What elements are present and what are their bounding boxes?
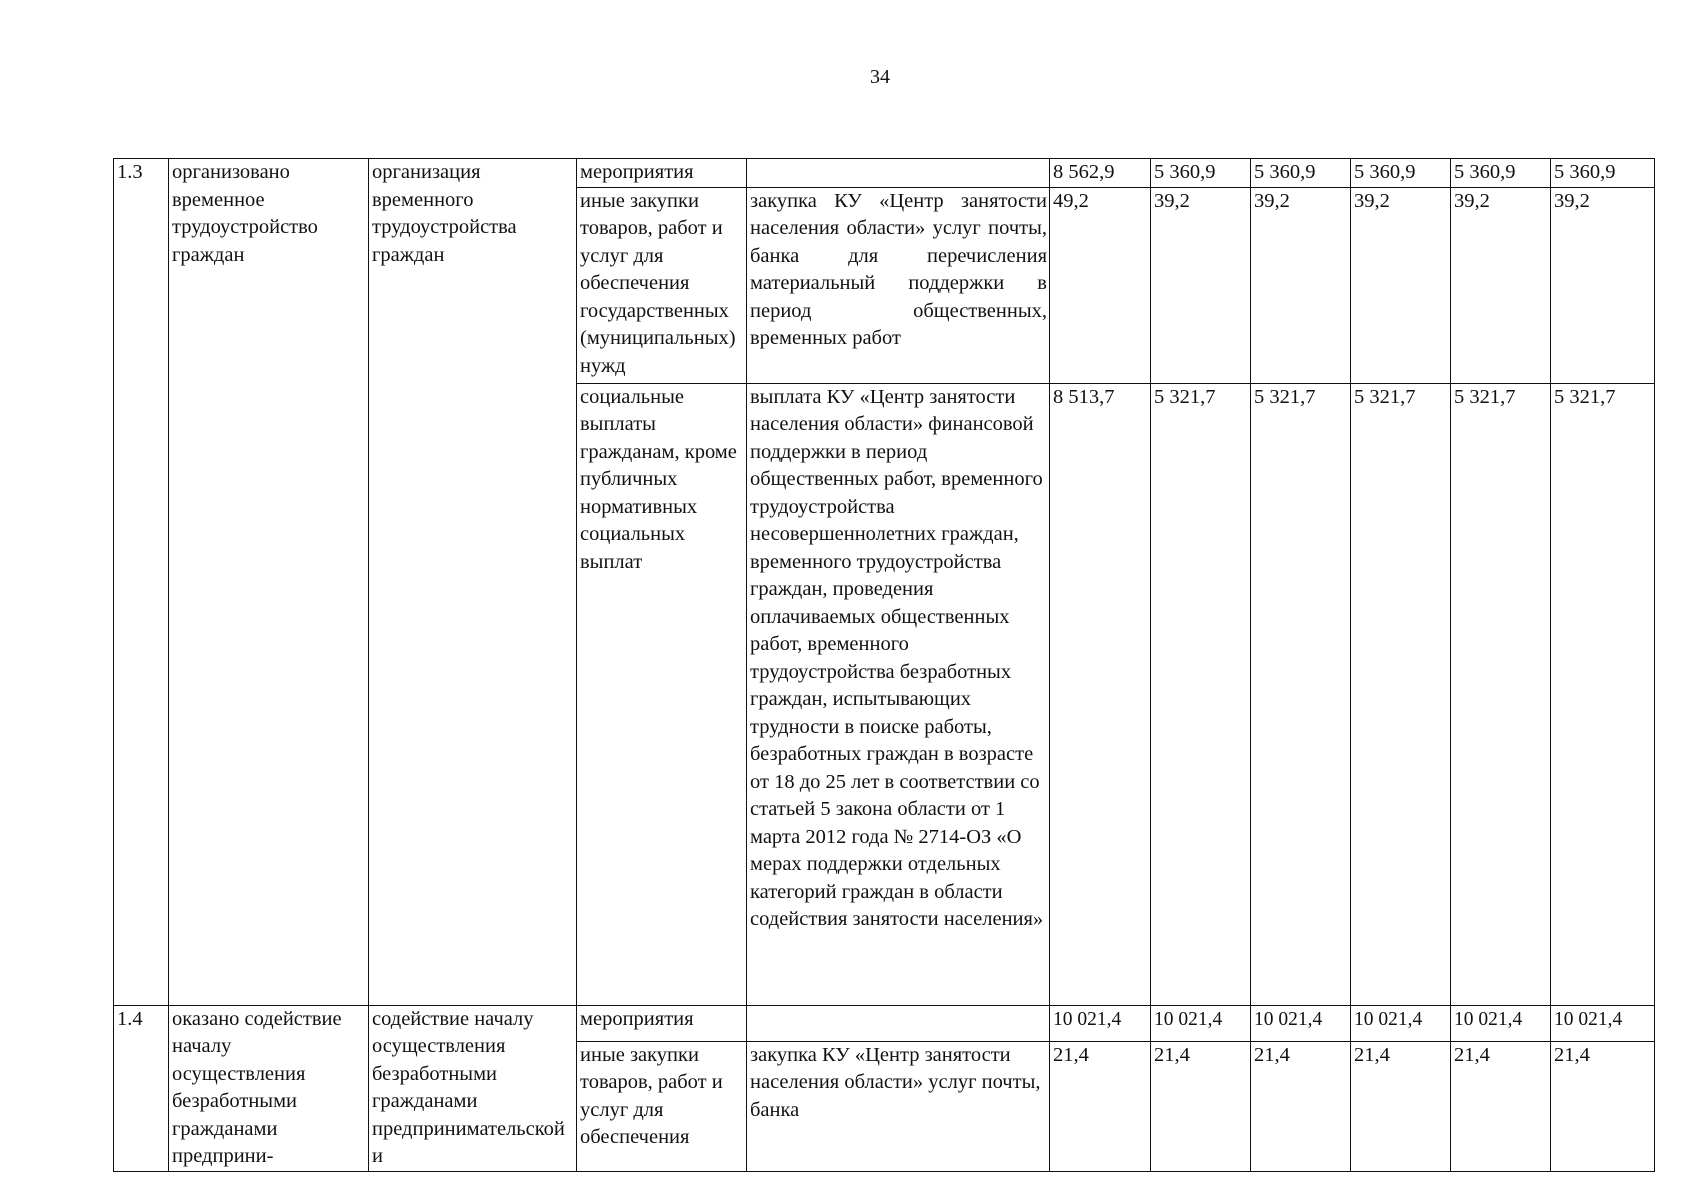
table-row (114, 1005, 1655, 1041)
table-row (114, 159, 1655, 188)
value-cell: 21,4 (1050, 1041, 1151, 1171)
value-cell: 21,4 (1451, 1041, 1551, 1171)
value-cell: 5 360,9 (1451, 159, 1551, 188)
budget-table (113, 158, 1655, 1172)
description-cell (747, 159, 1050, 188)
value-cell: 10 021,4 (1251, 1005, 1351, 1041)
activity-cell: содействие началу осуществления безработными гражданами предпринимательской и (369, 1005, 577, 1171)
row-number: 1.4 (114, 1005, 169, 1171)
category-cell: мероприятия (577, 159, 747, 188)
description-cell (747, 1005, 1050, 1041)
value-cell: 5 360,9 (1551, 159, 1655, 188)
value-cell: 21,4 (1251, 1041, 1351, 1171)
value-cell: 8 513,7 (1050, 383, 1151, 1005)
category-cell: социальные выплаты гражданам, кроме публичных нормативных социальных выплат (577, 383, 747, 1005)
activity-cell: организация временного трудоустройства граждан (369, 159, 577, 1006)
result-cell: оказано содействие началу осуществления безработными гражданами предприни- (169, 1005, 369, 1171)
value-cell: 5 360,9 (1351, 159, 1451, 188)
category-cell: мероприятия (577, 1005, 747, 1041)
value-cell: 21,4 (1551, 1041, 1655, 1171)
value-cell: 10 021,4 (1351, 1005, 1451, 1041)
value-cell: 39,2 (1451, 187, 1551, 383)
result-cell: организовано временное трудоустройство граждан (169, 159, 369, 1006)
value-cell: 10 021,4 (1551, 1005, 1655, 1041)
category-cell: иные закупки товаров, работ и услуг для обеспечения (577, 1041, 747, 1171)
value-cell: 8 562,9 (1050, 159, 1151, 188)
description-cell: выплата КУ «Центр занятости населения области» финансовой поддержки в период общественных работ, временного трудоустройства несовершеннолетних граждан, временного трудоустройства граждан, проведения оплачиваемых общественных работ, временного трудоустройства безработных граждан, испытывающих трудности в поиске работы, безработных граждан в возрасте от 18 до 25 лет в соответствии со статьей 5 закона области от 1 марта 2012 года № 2714-ОЗ «О мерах поддержки отдельных категорий граждан в области содействия занятости населения» (747, 383, 1050, 1005)
row-number: 1.3 (114, 159, 169, 1006)
value-cell: 10 021,4 (1151, 1005, 1251, 1041)
value-cell: 39,2 (1151, 187, 1251, 383)
value-cell: 5 321,7 (1451, 383, 1551, 1005)
description-cell: закупка КУ «Центр занятости населения области» услуг почты, банка (747, 1041, 1050, 1171)
value-cell: 10 021,4 (1451, 1005, 1551, 1041)
value-cell: 5 360,9 (1151, 159, 1251, 188)
value-cell: 49,2 (1050, 187, 1151, 383)
value-cell: 39,2 (1351, 187, 1451, 383)
value-cell: 21,4 (1351, 1041, 1451, 1171)
value-cell: 5 360,9 (1251, 159, 1351, 188)
value-cell: 21,4 (1151, 1041, 1251, 1171)
value-cell: 39,2 (1251, 187, 1351, 383)
value-cell: 5 321,7 (1251, 383, 1351, 1005)
page-number: 34 (870, 66, 890, 88)
description-cell: закупка КУ «Центр занятости населения области» услуг почты, банка для перечисления материальный поддержки в период общественных, временных работ (747, 187, 1050, 383)
value-cell: 5 321,7 (1351, 383, 1451, 1005)
value-cell: 5 321,7 (1151, 383, 1251, 1005)
value-cell: 10 021,4 (1050, 1005, 1151, 1041)
category-cell: иные закупки товаров, работ и услуг для обеспечения государственных (муниципальных) нужд (577, 187, 747, 383)
value-cell: 39,2 (1551, 187, 1655, 383)
value-cell: 5 321,7 (1551, 383, 1655, 1005)
